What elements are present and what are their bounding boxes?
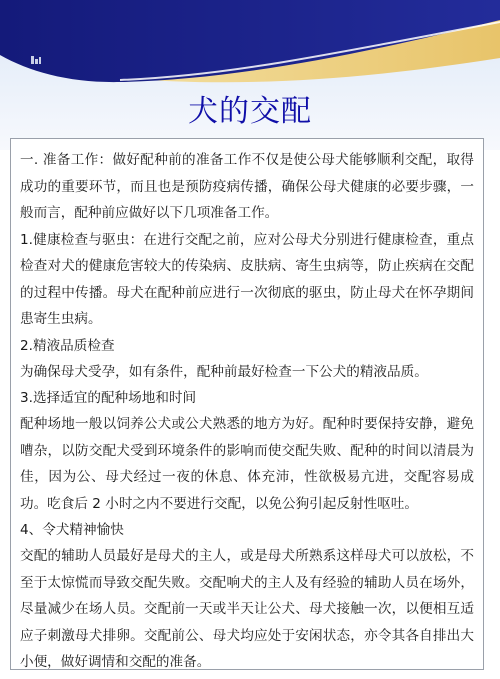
section-semen-body: 为确保母犬受孕，如有条件，配种前最好检查一下公犬的精液品质。	[20, 363, 428, 380]
section-intro: 一. 准备工作：做好配种前的准备工作不仅是使公母犬能够顺利交配，取得成功的重要环节，而且也是预防疫病传播，确保公母犬健康的必要步骤，一般而言，配种前应做好以下几项准备工作。	[20, 152, 474, 221]
section-health-check: 1.健康检查与驱虫：在进行交配之前，应对公母犬分别进行健康检查，重点检查对犬的健康危害较大的传染病、皮肤病、寄生虫病等，防止疾病在交配的过程中传播。母犬在配种前应进行一次彻底的驱虫，防止母犬在怀孕期间患寄生虫病。	[20, 231, 474, 327]
section-mood-body: 交配的辅助人员最好是母犬的主人，或是母犬所熟系这样母犬可以放松，不至于太惊慌而导致交配失败。交配响犬的主人及有经验的辅助人员在场外，尽量减少在场人员。交配前一天或半天让公犬、母犬接触一次，以便相互适应子刺激母犬排卵。交配前公、母犬均应处于安闲状态，亦令其各自排出大小便，做好调情和交配的准备。	[20, 548, 474, 670]
small-logo-icon	[30, 54, 42, 66]
section-venue-body: 配种场地一般以饲养公犬或公犬熟悉的地方为好。配种时要保持安静，避免嘈杂，以防交配犬受到环境条件的影响而使交配失败、配种的时间以清晨为佳，因为公、母犬经过一夜的休息、体充沛，性欲极易亢进，交配容易成功。吃食后 2 小时之内不要进行交配，以免公狗引起反射性呕吐。	[20, 416, 474, 512]
page-title: 犬的交配	[188, 94, 312, 129]
section-semen-heading: 2.精液品质检查	[20, 337, 115, 354]
section-mood-heading: 4、令犬精神愉快	[20, 522, 124, 538]
section-venue-heading: 3.选择适宜的配种场地和时间	[20, 390, 197, 406]
content-box	[10, 138, 484, 670]
